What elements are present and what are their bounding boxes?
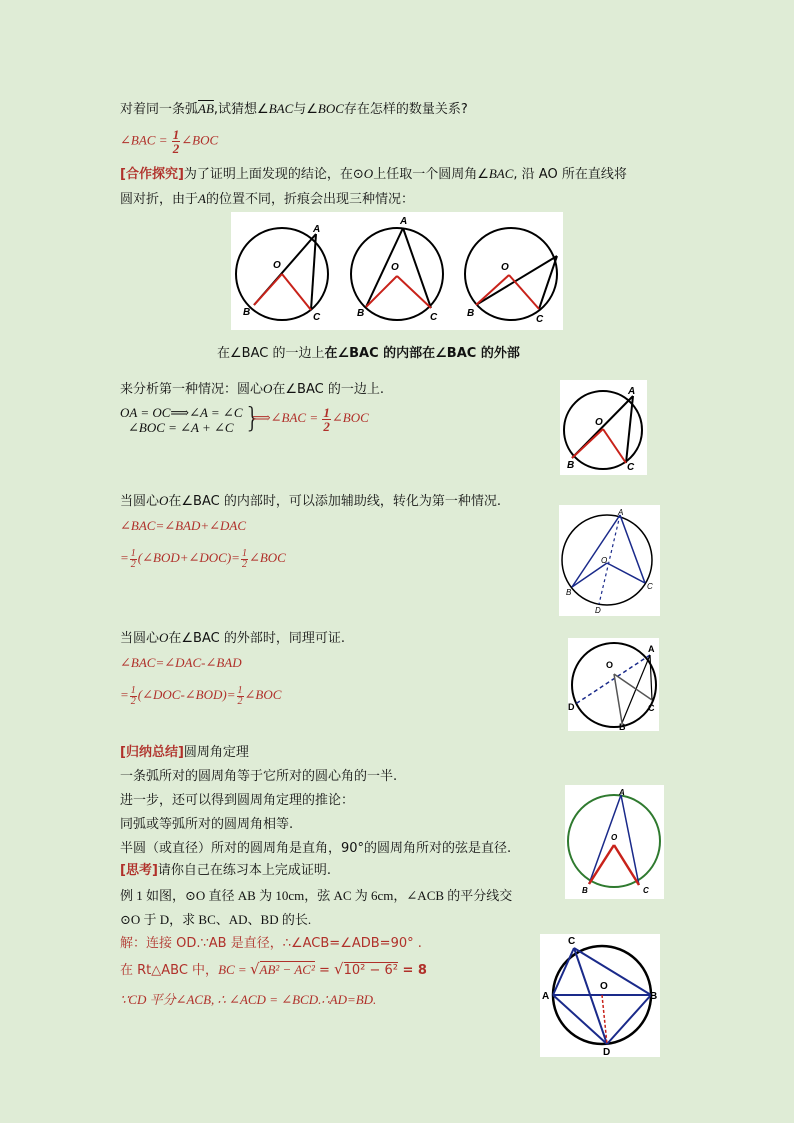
summary-line-3: 同弧或等弧所对的圆周角相等.: [120, 817, 294, 832]
example-line-1: 例 1 如图，⊙O 直径 AB 为 10cm，弦 AC 为 6cm，∠ACB 的平分线交: [120, 888, 513, 903]
c3-label-b: B: [467, 308, 475, 319]
solution-2-a: 在 Rt△ABC 中，: [120, 963, 219, 978]
arc-ab: $\overline{AB}$: [198, 101, 214, 116]
case-1-caption: 在∠BAC 的一边上: [217, 346, 325, 361]
c1-label-a: A: [313, 224, 321, 235]
coop-tag: [合作探究]: [120, 167, 184, 182]
third-o: O: [159, 630, 169, 645]
coop-bac: BAC: [488, 166, 514, 181]
third-eq-2-b: (∠DOC-∠BOD)=: [137, 687, 236, 702]
half-fraction: $\frac{1}{2}$: [172, 127, 180, 156]
second-eq-2: [120, 547, 286, 570]
coop-o: O: [363, 166, 374, 181]
c2-label-a: A: [400, 216, 408, 227]
coop-text-4: 圆对折，由于: [120, 192, 199, 207]
second-eq-2-a: =: [120, 550, 129, 565]
coop-text-5: 的位置不同，折痕会出现三种情况：: [205, 192, 414, 207]
second-case-figure: [559, 505, 660, 616]
solution-2-b: BC =: [218, 962, 250, 977]
example-figure: [540, 934, 660, 1057]
question-text-1: 对着同一条弧: [120, 102, 199, 117]
f4-label-o: O: [611, 833, 618, 842]
coop-a: A: [198, 191, 206, 206]
f3-label-a: A: [648, 644, 655, 654]
solution-2-e: 10² − 6²: [343, 963, 398, 978]
second-eq-1: ∠BAC=∠BAD+∠DAC: [120, 518, 247, 533]
second-text-2: 在∠BAC 的内部时，可以添加辅助线，转化为第一种情况.: [168, 494, 501, 509]
third-eq-2-a: =: [120, 687, 129, 702]
angle-boc: BOC: [317, 101, 344, 116]
first-text-1: 来分析第一种情况：圆心: [120, 382, 264, 397]
angle-bac: BAC: [268, 101, 294, 116]
second-eq-2-c: ∠BOC: [248, 550, 286, 565]
solution-2-c: AB² − AC²: [259, 962, 315, 977]
summary-heading: [120, 745, 249, 761]
coop-text-1: 为了证明上面发现的结论，在⊙: [183, 167, 364, 182]
summary-figure: [565, 785, 664, 899]
first-brace: }: [244, 401, 262, 434]
f1-label-c: C: [627, 462, 635, 473]
think-line: [120, 863, 331, 879]
f2-label-c: C: [647, 582, 653, 591]
case-3-caption: 在∠BAC 的外部: [422, 346, 520, 361]
third-half-2: $\frac{1}{2}$: [237, 684, 243, 707]
coop-line-2: [120, 191, 414, 208]
f5-label-a: A: [542, 991, 550, 1002]
coop-text-3: , 沿 AO 所在直线将: [513, 167, 627, 182]
f5-label-o: O: [600, 981, 608, 992]
summary-line-2: 进一步，还可以得到圆周角定理的推论：: [120, 793, 355, 808]
think-tag: [思考]: [120, 863, 158, 878]
eq-left: ∠BAC: [120, 132, 156, 148]
first-case-line: [120, 381, 384, 398]
second-eq-2-b: (∠BOD+∠DOC)=: [137, 550, 240, 565]
coop-line-1: [120, 166, 627, 183]
solution-line-3: ∵CD 平分∠ACB, ∴ ∠ACD = ∠BCD.∴AD=BD.: [120, 992, 377, 1007]
f3-label-d: D: [568, 702, 575, 712]
c3-label-c: C: [536, 314, 544, 325]
coop-text-2: 上任取一个圆周角∠: [373, 167, 489, 182]
third-eq-2: [120, 684, 281, 707]
summary-line-1: 一条弧所对的圆周角等于它所对的圆心角的一半.: [120, 769, 398, 784]
f5-label-c: C: [568, 936, 576, 947]
three-cases-figure: [231, 212, 563, 330]
solution-line-1: 解：连接 OD.∵AB 是直径，∴∠ACB=∠ADB=90° .: [120, 936, 422, 951]
answer-equation: [120, 128, 218, 155]
second-half-1: $\frac{1}{2}$: [130, 547, 136, 570]
c3-label-o: O: [501, 262, 509, 273]
question-text-4: 存在怎样的数量关系?: [343, 102, 468, 117]
third-eq-1: ∠BAC=∠DAC-∠BAD: [120, 655, 242, 670]
third-half-1: $\frac{1}{2}$: [130, 684, 136, 707]
first-result: [252, 405, 369, 433]
first-result-angle: ∠BOC: [331, 410, 369, 425]
second-half-2: $\frac{1}{2}$: [241, 547, 247, 570]
third-case-line: [120, 630, 345, 647]
f4-label-a: A: [619, 788, 625, 797]
first-eq-b: ∠BOC = ∠A + ∠C: [128, 420, 234, 435]
second-text-1: 当圆心: [120, 494, 160, 509]
c1-label-o: O: [273, 260, 281, 271]
c2-label-b: B: [357, 308, 365, 319]
first-case-figure: [560, 380, 647, 475]
f3-label-o: O: [606, 660, 614, 670]
solution-2-d: =: [314, 963, 335, 978]
case-2-caption: 在∠BAC 的内部: [324, 346, 423, 361]
cases-caption: [217, 346, 520, 362]
summary-tag: [归纳总结]: [120, 745, 184, 760]
f2-label-o: O: [601, 556, 608, 565]
third-eq-2-c: ∠BOC: [244, 687, 282, 702]
c1-label-c: C: [313, 312, 321, 323]
example-line-2: ⊙O 于 D，求 BC、AD、BD 的长.: [120, 912, 312, 927]
question-text-2: ,试猜想∠: [213, 102, 269, 117]
eq-sign: =: [158, 132, 168, 148]
first-text-2: 在∠BAC 的一边上.: [272, 382, 384, 397]
c1-label-b: B: [243, 307, 251, 318]
summary-line-4: 半圆（或直径）所对的圆周角是直角，90°的圆周角所对的弦是直径.: [120, 841, 512, 856]
third-text-1: 当圆心: [120, 631, 160, 646]
second-o: O: [159, 493, 169, 508]
third-text-2: 在∠BAC 的外部时，同理可证.: [168, 631, 345, 646]
solution-2-f: = 8: [397, 963, 427, 978]
question-line: [120, 101, 468, 118]
c2-label-c: C: [430, 312, 438, 323]
second-case-line: [120, 493, 501, 510]
f3-label-c: C: [648, 703, 655, 713]
first-eq-a: OA = OC⟹∠A = ∠C: [120, 405, 243, 420]
f4-label-b: B: [582, 886, 588, 895]
f1-label-o: O: [595, 417, 603, 428]
eq-right: ∠BOC: [181, 132, 219, 148]
c2-label-o: O: [391, 262, 399, 273]
third-case-figure: [568, 638, 659, 731]
f2-label-b: B: [566, 588, 572, 597]
think-text: 请你自己在练习本上完成证明.: [157, 863, 332, 878]
first-arrow: ⟹∠BAC =: [252, 410, 319, 425]
solution-line-2: 在 Rt△ABC 中，BC = √AB² − AC² = √10² − 6² = 8: [120, 960, 427, 978]
f3-label-b: B: [619, 722, 626, 731]
f5-label-d: D: [603, 1047, 611, 1057]
first-half: $\frac{1}{2}$: [323, 404, 330, 434]
f4-label-c: C: [643, 886, 649, 895]
f2-label-a: A: [618, 508, 624, 517]
summary-title: 圆周角定理: [183, 745, 249, 760]
f2-label-d: D: [595, 606, 601, 615]
f1-label-b: B: [567, 460, 575, 471]
first-o: O: [263, 381, 273, 396]
question-text-3: 与∠: [293, 102, 318, 117]
f5-label-b: B: [650, 991, 658, 1002]
f1-label-a: A: [628, 386, 636, 397]
